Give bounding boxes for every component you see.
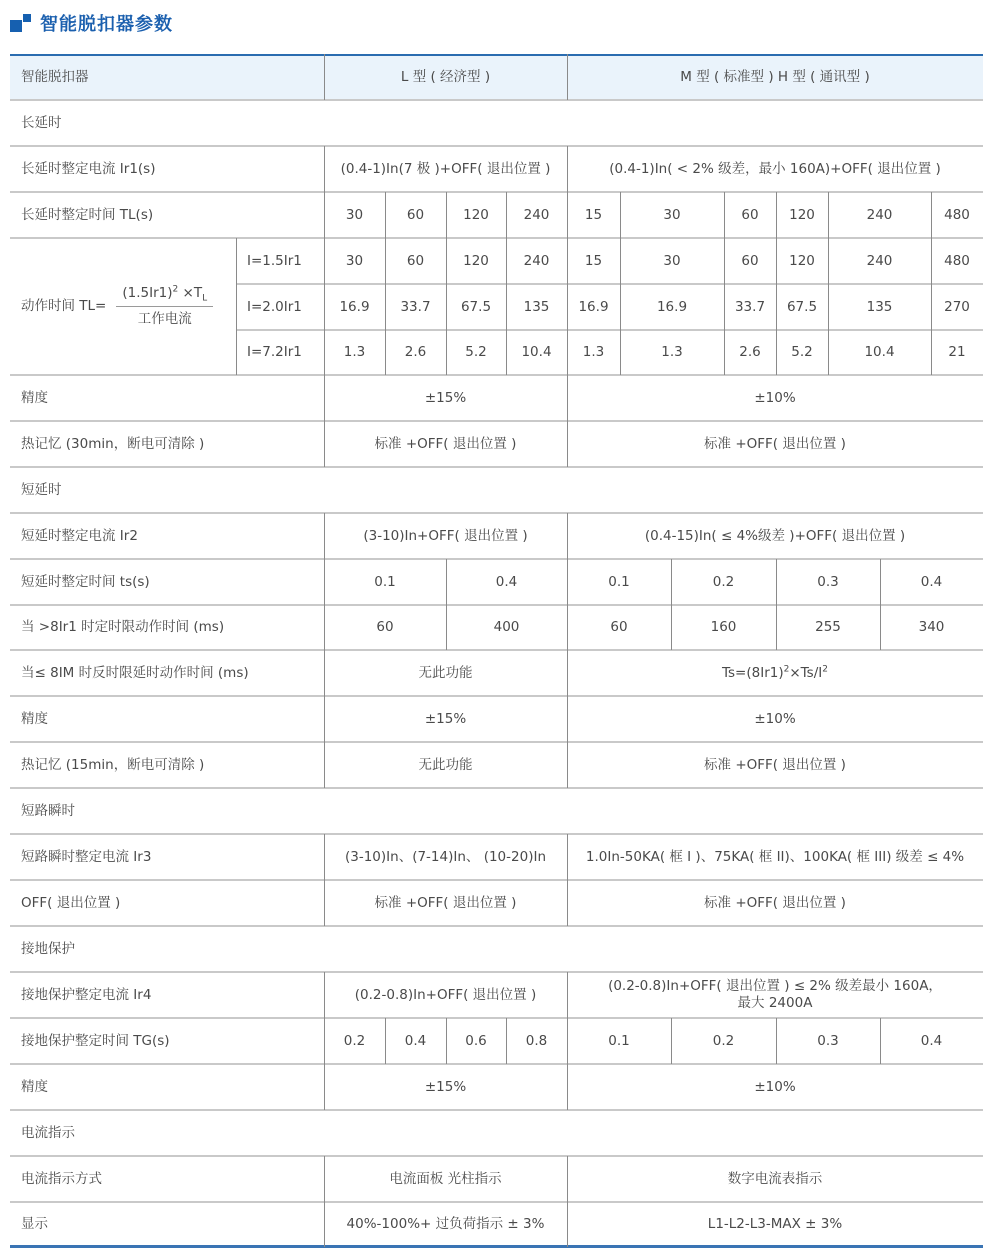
row-label-definite-time: 当 >8Ir1 时定时限动作时间 (ms) [21, 619, 225, 635]
ir4-m-line2: 最大 2400A [737, 995, 813, 1011]
divider [10, 741, 983, 743]
divider [324, 146, 325, 467]
divider [10, 925, 983, 927]
act2-m-0: 1.3 [582, 344, 605, 360]
tg-m-1: 0.2 [712, 1032, 735, 1049]
inverse-formula-pre: Ts=(8Ir1) [722, 664, 784, 681]
divider [567, 54, 568, 100]
tl-m-0: 15 [584, 206, 603, 223]
tl-l-3: 240 [523, 206, 550, 223]
divider [567, 834, 568, 926]
act1-m-3: 67.5 [786, 298, 818, 315]
thermal-15-l: 无此功能 [418, 756, 473, 773]
definite-m-1: 160 [710, 619, 737, 635]
divider [828, 192, 829, 375]
definite-l-1: 400 [493, 619, 520, 635]
divider [10, 99, 983, 101]
blue-squares-icon [10, 12, 34, 34]
row-label-indication-mode: 电流指示方式 [21, 1170, 102, 1187]
formula-sub: L [202, 293, 208, 304]
row-label-ir2: 短延时整定电流 Ir2 [21, 527, 138, 544]
ts-m-2: 0.3 [817, 573, 839, 590]
long-accuracy-l: ±15% [424, 389, 467, 406]
divider [776, 559, 777, 650]
act0-m-4: 240 [866, 252, 893, 269]
inverse-l: 无此功能 [418, 664, 473, 681]
act0-m-5: 480 [944, 252, 970, 269]
display-m: L1-L2-L3-MAX ± 3% [707, 1216, 843, 1232]
divider [620, 192, 621, 375]
action-time-formula [10, 238, 236, 375]
divider [567, 146, 568, 467]
divider [324, 834, 325, 926]
act2-m-4: 10.4 [864, 344, 895, 360]
act1-m-0: 16.9 [578, 298, 609, 315]
divider [236, 329, 983, 331]
divider [324, 513, 325, 788]
divider [506, 192, 507, 375]
tl-m-3: 120 [789, 206, 815, 223]
divider [880, 1018, 881, 1064]
divider [776, 192, 777, 375]
row-label-ir4: 接地保护整定电流 Ir4 [21, 986, 152, 1003]
divider [446, 1018, 447, 1064]
ir1-m: (0.4-1)In( < 2% 级差，最小 160A)+OFF( 退出位置 ) [609, 160, 941, 177]
act2-m-3: 5.2 [791, 344, 813, 360]
tl-m-1: 30 [663, 206, 681, 223]
row-label-ir1: 长延时整定电流 Ir1(s) [21, 160, 156, 177]
divider [10, 787, 983, 789]
act2-l-0: 1.3 [343, 344, 366, 360]
section-short-delay: 短延时 [21, 481, 62, 498]
ground-accuracy-l: ±15% [424, 1078, 467, 1095]
act2-m-1: 1.3 [661, 344, 683, 360]
cond-7-2: I=7.2Ir1 [247, 344, 302, 360]
divider [446, 192, 447, 375]
divider [10, 1201, 983, 1203]
inverse-formula-sup1: 2 [783, 664, 790, 674]
row-label-tl: 长延时整定时间 TL(s) [21, 206, 154, 223]
off-l: 标准 +OFF( 退出位置 ) [374, 894, 517, 911]
divider [10, 191, 983, 193]
act1-l-0: 16.9 [339, 298, 370, 315]
indication-mode-l: 电流面板 光柱指示 [389, 1170, 502, 1187]
divider [385, 1018, 386, 1064]
act1-m-2: 33.7 [734, 298, 766, 315]
act2-m-2: 2.6 [739, 344, 761, 360]
page-title: 智能脱扣器参数 [40, 14, 173, 35]
formula-times: ×T [178, 285, 203, 301]
divider [567, 1156, 568, 1247]
header-label: 智能脱扣器 [21, 68, 89, 85]
ir4-m-line1: (0.2-0.8)In+OFF( 退出位置 ) ≤ 2% 级差最小 160A， [608, 978, 942, 994]
act1-l-3: 135 [523, 298, 550, 315]
act1-l-2: 67.5 [460, 298, 492, 315]
tl-m-4: 240 [866, 206, 893, 223]
divider [236, 238, 237, 375]
divider [10, 879, 983, 881]
tg-l-1: 0.4 [404, 1032, 427, 1049]
act1-m-1: 16.9 [656, 298, 688, 315]
thermal-30-l: 标准 +OFF( 退出位置 ) [374, 435, 517, 452]
row-label-ground-accuracy: 精度 [21, 1078, 48, 1095]
divider [671, 1018, 672, 1064]
divider [236, 283, 983, 285]
section-long-delay: 长延时 [21, 114, 62, 131]
divider [10, 1063, 983, 1065]
inverse-formula-mid: ×Ts/I [789, 664, 823, 681]
short-accuracy-l: ±15% [424, 710, 467, 727]
row-label-ts: 短延时整定时间 ts(s) [21, 573, 150, 590]
divider [724, 192, 725, 375]
act2-l-2: 5.2 [465, 344, 487, 360]
tg-l-0: 0.2 [343, 1032, 366, 1049]
short-accuracy-m: ±10% [754, 710, 796, 727]
ir4-m [567, 972, 983, 1018]
act0-m-2: 60 [741, 252, 759, 269]
divider [931, 192, 932, 375]
ts-m-1: 0.2 [712, 573, 735, 590]
divider [776, 1018, 777, 1064]
definite-m-3: 340 [918, 619, 945, 635]
row-label-display: 显示 [21, 1216, 48, 1232]
row-label-tg: 接地保护整定时间 TG(s) [21, 1032, 170, 1049]
tg-l-3: 0.8 [525, 1032, 548, 1049]
act1-l-1: 33.7 [400, 298, 431, 315]
act0-l-1: 60 [406, 252, 425, 269]
formula-numerator: (1.5Ir1) [122, 285, 173, 301]
section-current-indication: 电流指示 [21, 1124, 75, 1141]
ir2-l: (3-10)In+OFF( 退出位置 ) [363, 527, 528, 544]
divider [385, 192, 386, 375]
act1-m-5: 270 [944, 298, 970, 315]
action-time-label: 动作时间 TL= [21, 298, 107, 314]
tg-m-3: 0.4 [920, 1032, 943, 1049]
row-label-thermal-15: 热记忆 (15min，断电可清除 ) [21, 756, 205, 773]
act0-m-1: 30 [663, 252, 681, 269]
divider [10, 145, 983, 147]
section-instant: 短路瞬时 [21, 802, 75, 819]
divider [10, 512, 983, 514]
inverse-m [567, 650, 983, 696]
ir1-l: (0.4-1)In(7 极 )+OFF( 退出位置 ) [340, 160, 551, 177]
page-title-bar [10, 8, 173, 38]
divider [10, 237, 983, 239]
ground-accuracy-m: ±10% [754, 1078, 796, 1095]
act2-l-3: 10.4 [521, 344, 552, 360]
divider [10, 1155, 983, 1157]
act1-m-4: 135 [866, 298, 893, 315]
divider [446, 559, 447, 650]
divider [10, 833, 983, 835]
long-accuracy-m: ±10% [754, 389, 796, 406]
act0-m-0: 15 [584, 252, 603, 269]
divider [10, 971, 983, 973]
divider [10, 604, 983, 606]
divider [10, 558, 983, 560]
divider [506, 1018, 507, 1064]
definite-m-0: 60 [610, 619, 628, 635]
definite-m-2: 255 [815, 619, 841, 635]
divider [324, 1156, 325, 1247]
tg-m-2: 0.3 [817, 1032, 839, 1049]
ir4-l: (0.2-0.8)In+OFF( 退出位置 ) [354, 986, 537, 1003]
section-ground: 接地保护 [21, 940, 75, 957]
row-label-inverse-time: 当≤ 8IM 时反时限延时动作时间 (ms) [21, 664, 249, 681]
act0-l-2: 120 [463, 252, 489, 269]
row-label-short-accuracy: 精度 [21, 710, 48, 727]
act2-m-5: 21 [948, 344, 966, 360]
divider [10, 1109, 983, 1111]
divider [10, 649, 983, 651]
row-label-off: OFF( 退出位置 ) [21, 894, 121, 911]
ts-l-1: 0.4 [495, 573, 518, 590]
act0-l-0: 30 [345, 252, 364, 269]
divider [671, 559, 672, 650]
tl-m-5: 480 [944, 206, 970, 223]
cond-1-5: I=1.5Ir1 [247, 252, 302, 269]
divider [567, 513, 568, 788]
ir3-l: (3-10)In、(7-14)In、 (10-20)In [344, 848, 546, 865]
act0-m-3: 120 [789, 252, 815, 269]
divider [324, 972, 325, 1110]
ir2-m: (0.4-15)In( ≤ 4%级差 )+OFF( 退出位置 ) [644, 527, 906, 544]
definite-l-0: 60 [376, 619, 394, 635]
tl-l-0: 30 [345, 206, 364, 223]
divider [10, 466, 983, 468]
ts-m-0: 0.1 [608, 573, 630, 590]
ir3-m: 1.0In-50KA( 框 I )、75KA( 框 II)、100KA( 框 III) 级差 ≤ 4% [585, 848, 965, 865]
inverse-formula-sup2: 2 [822, 664, 828, 674]
header-col-mh-type: M 型 ( 标准型 ) H 型 ( 通讯型 ) [680, 68, 870, 85]
divider [10, 420, 983, 422]
divider [324, 54, 325, 100]
act0-l-3: 240 [523, 252, 550, 269]
divider [567, 972, 568, 1110]
divider [10, 695, 983, 697]
tl-l-2: 120 [463, 206, 489, 223]
display-l: 40%-100%+ 过负荷指示 ± 3% [346, 1216, 545, 1232]
act2-l-1: 2.6 [404, 344, 427, 360]
thermal-30-m: 标准 +OFF( 退出位置 ) [704, 435, 846, 452]
divider [10, 374, 983, 376]
header-col-l-type: L 型 ( 经济型 ) [400, 68, 491, 85]
row-label-long-accuracy: 精度 [21, 389, 48, 406]
tl-l-1: 60 [406, 206, 425, 223]
divider [880, 559, 881, 650]
tl-m-2: 60 [741, 206, 759, 223]
row-label-thermal-30: 热记忆 (30min，断电可清除 ) [21, 435, 205, 452]
thermal-15-m: 标准 +OFF( 退出位置 ) [704, 756, 846, 773]
indication-mode-m: 数字电流表指示 [727, 1170, 823, 1187]
tg-m-0: 0.1 [608, 1032, 630, 1049]
divider [10, 1017, 983, 1019]
off-m: 标准 +OFF( 退出位置 ) [704, 894, 846, 911]
formula-denominator: 工作电流 [137, 311, 192, 327]
ts-m-3: 0.4 [920, 573, 943, 590]
trip-unit-parameters-table [10, 54, 983, 1248]
formula-sup: 2 [172, 284, 179, 295]
table-bottom-border [10, 1245, 983, 1248]
tg-l-2: 0.6 [465, 1032, 487, 1049]
row-label-ir3: 短路瞬时整定电流 Ir3 [21, 848, 152, 865]
cond-2-0: I=2.0Ir1 [247, 298, 302, 315]
ts-l-0: 0.1 [374, 573, 396, 590]
